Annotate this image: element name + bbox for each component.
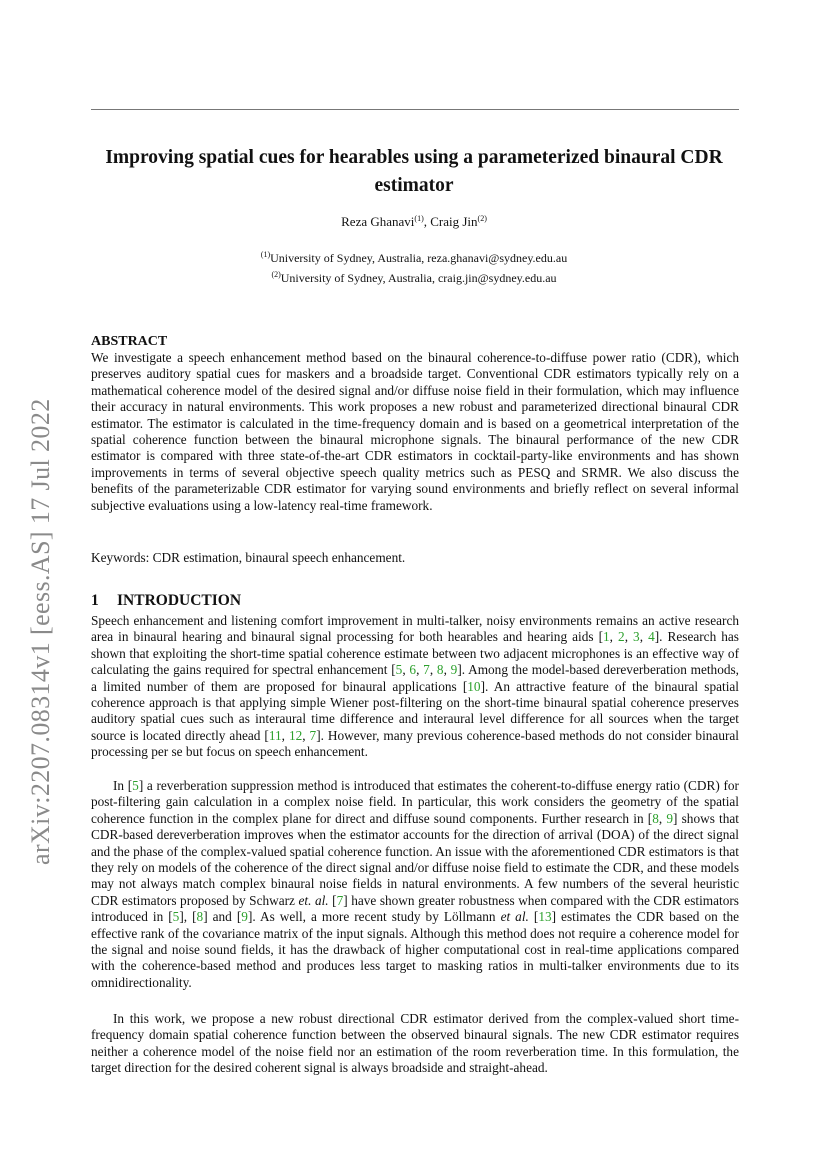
affiliation-2 — [90, 270, 738, 286]
citation-link[interactable]: 10 — [467, 678, 481, 694]
citation-link[interactable]: 7 — [336, 892, 344, 908]
affiliation-1-mark: (1) — [260, 250, 271, 259]
citation-link[interactable]: 4 — [648, 629, 655, 645]
abstract-heading: ABSTRACT — [91, 334, 168, 349]
citation-link[interactable]: 5 — [132, 778, 139, 793]
affiliation-1-text: University of Sydney, Australia, reza.ghanavi@sydney.edu.au — [270, 251, 568, 265]
citation-link[interactable]: 5 — [172, 909, 180, 925]
citation-link[interactable]: 7 — [423, 662, 430, 678]
author-1: Reza Ghanavi — [341, 214, 415, 229]
citation-link[interactable]: 9 — [666, 810, 674, 826]
header-rule — [91, 109, 739, 110]
citation-link[interactable]: 12 — [288, 727, 303, 743]
section-heading — [91, 592, 241, 610]
section-number: 1 — [91, 592, 99, 609]
citation-link[interactable]: 9 — [241, 909, 248, 925]
affiliation-2-text: University of Sydney, Australia, craig.jin@sydney.edu.au — [280, 271, 557, 285]
intro-paragraph-2: In [5] a reverberation suppression method is introduced that estimates the coherent-to-diffuse energy ratio (CDR) for post-filtering gain calculation in a complex noise field. In particular, this work considers the geometry of the spatial coherence function in the complex plane for direct and diffuse sound components. Further research in [8, 9] shows that CDR-based dereverberation improves when the estimator accounts for the direction of arrival (DOA) of the direct signal and the phase of the complex-valued spatial coherence function. An issue with the aforementioned CDR estimators is that they rely on models of the coherence of the direct signal and/or diffuse noise field to estimate the CDR, and these models may not always match complex binaural noise fields in natural environments. A few numbers of the several heuristic CDR estimators proposed by Schwarz et. al. [7] have shown greater robustness when compared with the CDR estimators introduced in [5], [8] and [9]. As well, a more recent study by Löllmann et al. [13] estimates the CDR based on the effective rank of the covariance matrix of the input signals. Although this method does not require a coherence model for the signal and noise sound fields, it has the drawback of higher computational cost in real-time applications compared with the coherence-based method and produces less target to masking ratios in multi-talker environments due to its omnidirectionality. — [91, 778, 739, 990]
citation-link[interactable]: 8 — [196, 909, 204, 925]
intro-paragraph-1: Speech enhancement and listening comfort improvement in multi-talker, noisy environments remains an active research area in binaural hearing and binaural signal processing for both hearables and hearing aids [1, 2, 3, 4]. Research has shown that exploiting the short-time spatial coherence estimate between two adjacent microphones is an effective way of calculating the gains required for spectral enhancement [5, 6, 7, 8, 9]. Among the model-based dereverberation methods, a limited number of them are proposed for binaural applications [10]. An attractive feature of the binaural spatial coherence approach is that applying simple Wiener post-filtering on the short-time binaural spatial coherence preserves auditory spatial cues such as interaural time difference and interaural level difference for all sources when the target source is located directly ahead [11, 12, 7]. However, many previous coherence-based methods do not consider binaural processing per se but focus on speech enhancement. — [91, 613, 739, 760]
section-title: INTRODUCTION — [117, 592, 242, 609]
affiliation-2-mark: (2) — [271, 270, 281, 279]
abstract-body: We investigate a speech enhancement method based on the binaural coherence-to-diffuse power ratio (CDR), which preserves auditory spatial cues for maskers and a broadside target. Conventional CDR estimators typically rely on a mathematical coherence model of the desired signal and/or diffuse noise field in their formulation, which may influence their accuracy in natural environments. This work proposes a new robust and parameterized directional binaural CDR estimator. The estimator is calculated in the time-frequency domain and is based on a geometrical interpretation of the spatial coherence function between the binaural microphone signals. The binaural performance of the new CDR estimator is compared with three state-of-the-art CDR estimators in cocktail-party-like environments and has shown improvements in terms of several objective speech quality metrics such as PESQ and SRMR. We also discuss the benefits of the parameterizable CDR estimator for varying sound environments and briefly reflect on several informal subjective evaluations using a low-latency real-time framework. — [91, 350, 739, 513]
author-1-affiliation-mark: (1) — [414, 214, 424, 223]
intro-paragraph-3: In this work, we propose a new robust directional CDR estimator derived from the complex-valued short time-frequency domain spatial coherence function between the observed binaural signals. The new CDR estimator requires neither a coherence model of the noise field nor an estimation of the room reverberation time. In this formulation, the target direction for the desired coherent signal is always broadside and straight-ahead. — [91, 1011, 739, 1076]
italic-text: et. al. — [298, 892, 329, 908]
citation-link[interactable]: 3 — [633, 629, 640, 645]
paper-title: Improving spatial cues for hearables using a parameterized binaural CDR estimator — [105, 147, 723, 196]
citation-link[interactable]: 1 — [603, 629, 610, 645]
author-2: Craig Jin — [430, 214, 478, 229]
italic-text: et al. — [500, 909, 529, 925]
citation-link[interactable]: 7 — [309, 727, 317, 743]
citation-link[interactable]: 5 — [395, 662, 403, 678]
author-2-affiliation-mark: (2) — [477, 214, 487, 223]
citation-link[interactable]: 2 — [618, 629, 625, 645]
citation-link[interactable]: 8 — [652, 810, 659, 826]
keywords: Keywords: CDR estimation, binaural speech enhancement. — [91, 550, 406, 565]
citation-link[interactable]: 8 — [436, 662, 444, 678]
citation-link[interactable]: 9 — [450, 662, 458, 678]
citation-link[interactable]: 11 — [268, 727, 282, 743]
citation-link[interactable]: 13 — [538, 909, 552, 925]
citation-link[interactable]: 6 — [409, 662, 417, 678]
author-line — [90, 214, 738, 230]
affiliation-1 — [90, 250, 738, 266]
author-separator: , — [423, 214, 431, 229]
arxiv-stamp[interactable]: arXiv:2207.08314v1 [eess.AS] 17 Jul 2022 — [26, 398, 55, 865]
